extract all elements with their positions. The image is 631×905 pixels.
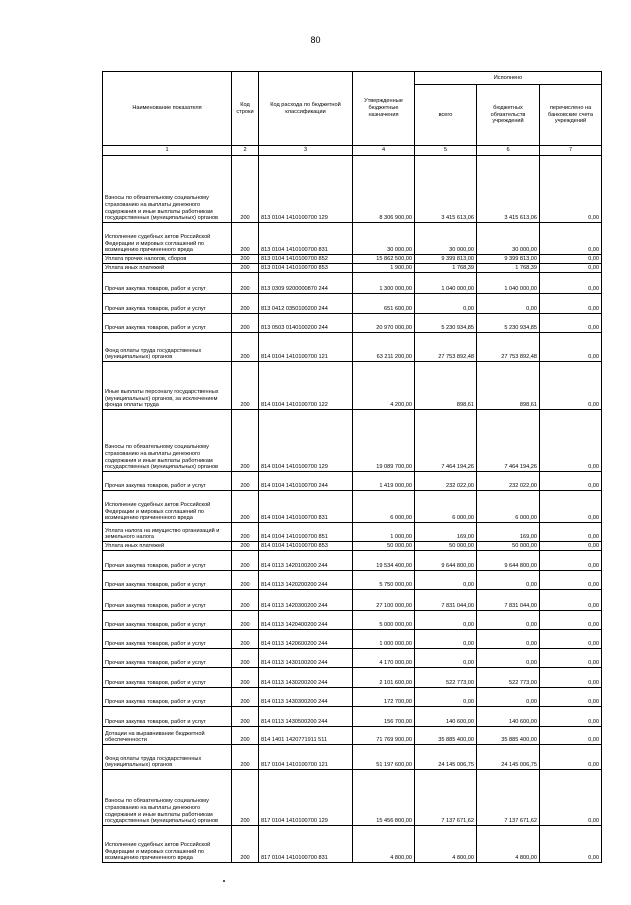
row-executed-total: 0,00 — [415, 688, 477, 707]
row-line-code: 200 — [232, 410, 259, 472]
table-row — [103, 156, 602, 223]
row-bank-accounts: 0,00 — [540, 410, 602, 472]
row-line-code: 200 — [232, 707, 259, 727]
row-name: Прочая закупка товаров, работ и услуг — [103, 590, 232, 611]
row-budget-institutions: 140 600,00 — [477, 707, 540, 727]
row-budget-institutions: 1 768,39 — [477, 264, 540, 273]
row-expense-code: 817 0104 1410100700 129 — [259, 770, 353, 826]
row-name: Уплата иных платежей — [103, 264, 232, 273]
row-executed-total: 4 800,00 — [415, 826, 477, 863]
row-bank-accounts: 0,00 — [540, 273, 602, 294]
row-name: Фонд оплаты труда государственных (муниципальных) органов — [103, 333, 232, 362]
row-approved: 19 534 400,00 — [353, 551, 415, 571]
page-number: 80 — [310, 35, 321, 45]
row-executed-total: 0,00 — [415, 649, 477, 668]
row-name: Прочая закупка товаров, работ и услуг — [103, 273, 232, 294]
row-bank-accounts: 0,00 — [540, 630, 602, 649]
row-approved: 4 800,00 — [353, 826, 415, 863]
row-budget-institutions: 7 464 194,26 — [477, 410, 540, 472]
row-bank-accounts: 0,00 — [540, 362, 602, 410]
row-name: Уплата прочих налогов, сборов — [103, 255, 232, 264]
row-budget-institutions: 7 831 044,00 — [477, 590, 540, 611]
column-number: 5 — [415, 146, 477, 156]
row-expense-code: 814 0104 1410100700 851 — [259, 523, 353, 542]
row-budget-institutions: 0,00 — [477, 611, 540, 630]
row-approved: 172 700,00 — [353, 688, 415, 707]
table-row — [103, 707, 602, 727]
row-bank-accounts: 0,00 — [540, 688, 602, 707]
header-executed: Исполнено — [415, 72, 602, 85]
row-executed-total: 7 137 671,62 — [415, 770, 477, 826]
row-name: Прочая закупка товаров, работ и услуг — [103, 294, 232, 314]
row-name: Прочая закупка товаров, работ и услуг — [103, 472, 232, 491]
table-row — [103, 770, 602, 826]
row-name: Иные выплаты персоналу государственных (муниципальных) органов, за исключением фонда оплаты труда — [103, 362, 232, 410]
row-executed-total: 0,00 — [415, 611, 477, 630]
row-expense-code: 814 0113 1430300200 244 — [259, 688, 353, 707]
row-line-code: 200 — [232, 770, 259, 826]
header-name: Наименование показателя — [103, 72, 232, 146]
row-budget-institutions: 35 885 400,00 — [477, 727, 540, 745]
row-executed-total: 0,00 — [415, 630, 477, 649]
row-executed-total: 232 022,00 — [415, 472, 477, 491]
row-expense-code: 814 0113 1420400200 244 — [259, 611, 353, 630]
budget-execution-table — [102, 71, 602, 863]
row-approved: 63 211 200,00 — [353, 333, 415, 362]
row-name: Прочая закупка товаров, работ и услуг — [103, 611, 232, 630]
row-budget-institutions: 9 399 813,00 — [477, 255, 540, 264]
row-budget-institutions: 3 415 613,06 — [477, 156, 540, 223]
row-expense-code: 817 0104 1410100700 121 — [259, 745, 353, 770]
row-name: Фонд оплаты труда государственных (муниципальных) органов — [103, 745, 232, 770]
row-expense-code: 814 0104 1410100700 122 — [259, 362, 353, 410]
row-approved: 50 000,00 — [353, 542, 415, 551]
row-expense-code: 813 0104 1410100700 852 — [259, 255, 353, 264]
row-approved: 19 089 700,00 — [353, 410, 415, 472]
table-row — [103, 551, 602, 571]
row-bank-accounts: 0,00 — [540, 826, 602, 863]
row-executed-total: 7 464 194,26 — [415, 410, 477, 472]
row-budget-institutions: 6 000,00 — [477, 491, 540, 523]
row-budget-institutions: 0,00 — [477, 630, 540, 649]
row-approved: 8 306 900,00 — [353, 156, 415, 223]
row-line-code: 200 — [232, 294, 259, 314]
row-line-code: 200 — [232, 523, 259, 542]
row-approved: 71 769 900,00 — [353, 727, 415, 745]
table-row — [103, 273, 602, 294]
row-expense-code: 814 0104 1410100700 121 — [259, 333, 353, 362]
table-row — [103, 611, 602, 630]
row-line-code: 200 — [232, 491, 259, 523]
row-approved: 5 000 000,00 — [353, 611, 415, 630]
row-line-code: 200 — [232, 314, 259, 333]
row-expense-code: 814 0113 1430200200 244 — [259, 668, 353, 688]
row-bank-accounts: 0,00 — [540, 611, 602, 630]
row-expense-code: 814 0104 1410100700 853 — [259, 542, 353, 551]
row-approved: 1 419 000,00 — [353, 472, 415, 491]
row-name: Прочая закупка товаров, работ и услуг — [103, 688, 232, 707]
row-budget-institutions: 5 230 934,85 — [477, 314, 540, 333]
row-bank-accounts: 0,00 — [540, 333, 602, 362]
table-row — [103, 523, 602, 542]
row-budget-institutions: 1 040 000,00 — [477, 273, 540, 294]
row-line-code: 200 — [232, 668, 259, 688]
table-row — [103, 649, 602, 668]
row-approved: 20 970 000,00 — [353, 314, 415, 333]
row-approved: 15 862 500,00 — [353, 255, 415, 264]
row-name: Прочая закупка товаров, работ и услуг — [103, 630, 232, 649]
row-line-code: 200 — [232, 223, 259, 255]
row-executed-total: 522 773,00 — [415, 668, 477, 688]
row-bank-accounts: 0,00 — [540, 745, 602, 770]
row-name: Исполнение судебных актов Российской Федерации и мировых соглашений по возмещению причиненного вреда — [103, 223, 232, 255]
row-line-code: 200 — [232, 727, 259, 745]
row-name: Взносы по обязательному социальному страхованию на выплаты денежного содержания и иные выплаты работникам государственных (муниципальных) органов — [103, 770, 232, 826]
row-expense-code: 814 0113 1430100200 244 — [259, 649, 353, 668]
row-budget-institutions: 27 753 892,48 — [477, 333, 540, 362]
row-expense-code: 814 1401 1420771911 511 — [259, 727, 353, 745]
row-name: Взносы по обязательному социальному страхованию на выплаты денежного содержания и иные выплаты работникам государственных (муниципальных) органов — [103, 156, 232, 223]
row-executed-total: 140 600,00 — [415, 707, 477, 727]
row-executed-total: 30 000,00 — [415, 223, 477, 255]
row-budget-institutions: 522 773,00 — [477, 668, 540, 688]
row-executed-total: 27 753 892,48 — [415, 333, 477, 362]
row-budget-institutions: 50 000,00 — [477, 542, 540, 551]
table-row — [103, 472, 602, 491]
row-name: Прочая закупка товаров, работ и услуг — [103, 571, 232, 590]
row-approved: 6 000,00 — [353, 491, 415, 523]
row-bank-accounts: 0,00 — [540, 264, 602, 273]
row-name: Исполнение судебных актов Российской Федерации и мировых соглашений по возмещению причиненного вреда — [103, 491, 232, 523]
table-row — [103, 826, 602, 863]
table-row — [103, 745, 602, 770]
row-line-code: 200 — [232, 745, 259, 770]
row-line-code: 200 — [232, 255, 259, 264]
row-line-code: 200 — [232, 688, 259, 707]
table-row — [103, 410, 602, 472]
row-executed-total: 5 230 934,85 — [415, 314, 477, 333]
row-executed-total: 35 885 400,00 — [415, 727, 477, 745]
header-budget-institutions: бюджетных обязательств учреждений — [477, 85, 540, 146]
row-bank-accounts: 0,00 — [540, 707, 602, 727]
row-budget-institutions: 169,00 — [477, 523, 540, 542]
row-line-code: 200 — [232, 156, 259, 223]
header-approved: Утвержденные бюджетные назначения — [353, 72, 415, 146]
row-bank-accounts: 0,00 — [540, 590, 602, 611]
row-executed-total: 1 040 000,00 — [415, 273, 477, 294]
table-row — [103, 590, 602, 611]
row-expense-code: 814 0104 1410100700 129 — [259, 410, 353, 472]
row-executed-total: 9 644 800,00 — [415, 551, 477, 571]
row-expense-code: 817 0104 1410100700 831 — [259, 826, 353, 863]
row-approved: 2 101 600,00 — [353, 668, 415, 688]
row-expense-code: 813 0412 0350100200 244 — [259, 294, 353, 314]
row-approved: 4 170 000,00 — [353, 649, 415, 668]
row-budget-institutions: 9 644 800,00 — [477, 551, 540, 571]
row-executed-total: 6 000,00 — [415, 491, 477, 523]
header-executed-total: всего — [415, 85, 477, 146]
row-name: Прочая закупка товаров, работ и услуг — [103, 707, 232, 727]
row-budget-institutions: 0,00 — [477, 294, 540, 314]
row-approved: 1 900,00 — [353, 264, 415, 273]
row-approved: 30 000,00 — [353, 223, 415, 255]
table-row — [103, 314, 602, 333]
table-row — [103, 223, 602, 255]
column-number: 2 — [232, 146, 259, 156]
row-expense-code: 813 0104 1410100700 831 — [259, 223, 353, 255]
row-approved: 27 100 000,00 — [353, 590, 415, 611]
scan-speck — [223, 880, 225, 882]
table-row — [103, 688, 602, 707]
table-row — [103, 294, 602, 314]
column-number: 6 — [477, 146, 540, 156]
row-bank-accounts: 0,00 — [540, 542, 602, 551]
row-line-code: 200 — [232, 649, 259, 668]
row-bank-accounts: 0,00 — [540, 223, 602, 255]
column-number: 1 — [103, 146, 232, 156]
header-line-code: Код строки — [232, 72, 259, 146]
table-row — [103, 255, 602, 264]
row-line-code: 200 — [232, 542, 259, 551]
row-approved: 1 300 000,00 — [353, 273, 415, 294]
row-line-code: 200 — [232, 264, 259, 273]
row-approved: 5 750 000,00 — [353, 571, 415, 590]
row-line-code: 200 — [232, 472, 259, 491]
table-row — [103, 362, 602, 410]
row-bank-accounts: 0,00 — [540, 571, 602, 590]
row-line-code: 200 — [232, 571, 259, 590]
row-line-code: 200 — [232, 551, 259, 571]
row-bank-accounts: 0,00 — [540, 156, 602, 223]
row-approved: 1 000,00 — [353, 523, 415, 542]
row-line-code: 200 — [232, 362, 259, 410]
column-number: 7 — [540, 146, 602, 156]
row-expense-code: 814 0113 1420300200 244 — [259, 590, 353, 611]
row-budget-institutions: 7 137 671,62 — [477, 770, 540, 826]
row-expense-code: 814 0113 1420200200 244 — [259, 571, 353, 590]
row-name: Прочая закупка товаров, работ и услуг — [103, 314, 232, 333]
row-executed-total: 898,61 — [415, 362, 477, 410]
row-line-code: 200 — [232, 826, 259, 863]
row-expense-code: 813 0503 0140100200 244 — [259, 314, 353, 333]
header-bank-accounts: перечислено на банковские счета учреждений — [540, 85, 602, 146]
row-executed-total: 3 415 613,06 — [415, 156, 477, 223]
row-bank-accounts: 0,00 — [540, 523, 602, 542]
table-row — [103, 727, 602, 745]
row-expense-code: 813 0104 1410100700 129 — [259, 156, 353, 223]
column-number: 3 — [259, 146, 353, 156]
row-bank-accounts: 0,00 — [540, 491, 602, 523]
table-row — [103, 491, 602, 523]
row-executed-total: 7 831 044,00 — [415, 590, 477, 611]
row-budget-institutions: 0,00 — [477, 688, 540, 707]
row-approved: 4 200,00 — [353, 362, 415, 410]
row-budget-institutions: 0,00 — [477, 571, 540, 590]
row-budget-institutions: 898,61 — [477, 362, 540, 410]
row-approved: 651 600,00 — [353, 294, 415, 314]
row-line-code: 200 — [232, 630, 259, 649]
row-budget-institutions: 24 145 006,75 — [477, 745, 540, 770]
row-expense-code: 814 0113 1420100200 244 — [259, 551, 353, 571]
row-executed-total: 9 399 813,00 — [415, 255, 477, 264]
row-name: Прочая закупка товаров, работ и услуг — [103, 551, 232, 571]
table-row — [103, 571, 602, 590]
row-approved: 1 000 000,00 — [353, 630, 415, 649]
row-line-code: 200 — [232, 333, 259, 362]
row-bank-accounts: 0,00 — [540, 255, 602, 264]
table-row — [103, 630, 602, 649]
row-approved: 156 700,00 — [353, 707, 415, 727]
row-bank-accounts: 0,00 — [540, 472, 602, 491]
row-line-code: 200 — [232, 273, 259, 294]
row-expense-code: 813 0309 9200000870 244 — [259, 273, 353, 294]
row-line-code: 200 — [232, 590, 259, 611]
row-expense-code: 814 0113 1420600200 244 — [259, 630, 353, 649]
table-row — [103, 264, 602, 273]
column-number: 4 — [353, 146, 415, 156]
row-executed-total: 0,00 — [415, 294, 477, 314]
row-name: Исполнение судебных актов Российской Федерации и мировых соглашений по возмещению причиненного вреда — [103, 826, 232, 863]
row-bank-accounts: 0,00 — [540, 551, 602, 571]
row-bank-accounts: 0,00 — [540, 649, 602, 668]
row-bank-accounts: 0,00 — [540, 294, 602, 314]
row-budget-institutions: 30 000,00 — [477, 223, 540, 255]
row-expense-code: 814 0113 1430500200 244 — [259, 707, 353, 727]
row-bank-accounts: 0,00 — [540, 314, 602, 333]
row-budget-institutions: 232 022,00 — [477, 472, 540, 491]
table-row — [103, 668, 602, 688]
row-bank-accounts: 0,00 — [540, 668, 602, 688]
row-name: Уплата иных платежей — [103, 542, 232, 551]
table-row — [103, 333, 602, 362]
row-executed-total: 50 000,00 — [415, 542, 477, 551]
row-name: Прочая закупка товаров, работ и услуг — [103, 668, 232, 688]
row-bank-accounts: 0,00 — [540, 770, 602, 826]
row-executed-total: 1 768,39 — [415, 264, 477, 273]
row-name: Взносы по обязательному социальному страхованию на выплаты денежного содержания и иные выплаты работникам государственных (муниципальных) органов — [103, 410, 232, 472]
row-approved: 15 456 800,00 — [353, 770, 415, 826]
table-body — [103, 146, 602, 863]
row-name: Уплата налога на имущество организаций и земельного налога — [103, 523, 232, 542]
row-bank-accounts: 0,00 — [540, 727, 602, 745]
header-expense-code: Код расхода по бюджетной классификации — [259, 72, 353, 146]
row-budget-institutions: 0,00 — [477, 649, 540, 668]
row-executed-total: 169,00 — [415, 523, 477, 542]
table-row — [103, 542, 602, 551]
row-name: Дотации на выравнивание бюджетной обеспеченности — [103, 727, 232, 745]
row-executed-total: 0,00 — [415, 571, 477, 590]
column-numbers-row — [103, 146, 602, 156]
row-approved: 51 197 600,00 — [353, 745, 415, 770]
row-line-code: 200 — [232, 611, 259, 630]
row-budget-institutions: 4 800,00 — [477, 826, 540, 863]
row-expense-code: 814 0104 1410100700 831 — [259, 491, 353, 523]
row-expense-code: 814 0104 1410100700 244 — [259, 472, 353, 491]
row-expense-code: 813 0104 1410100700 853 — [259, 264, 353, 273]
row-name: Прочая закупка товаров, работ и услуг — [103, 649, 232, 668]
row-executed-total: 24 145 006,75 — [415, 745, 477, 770]
